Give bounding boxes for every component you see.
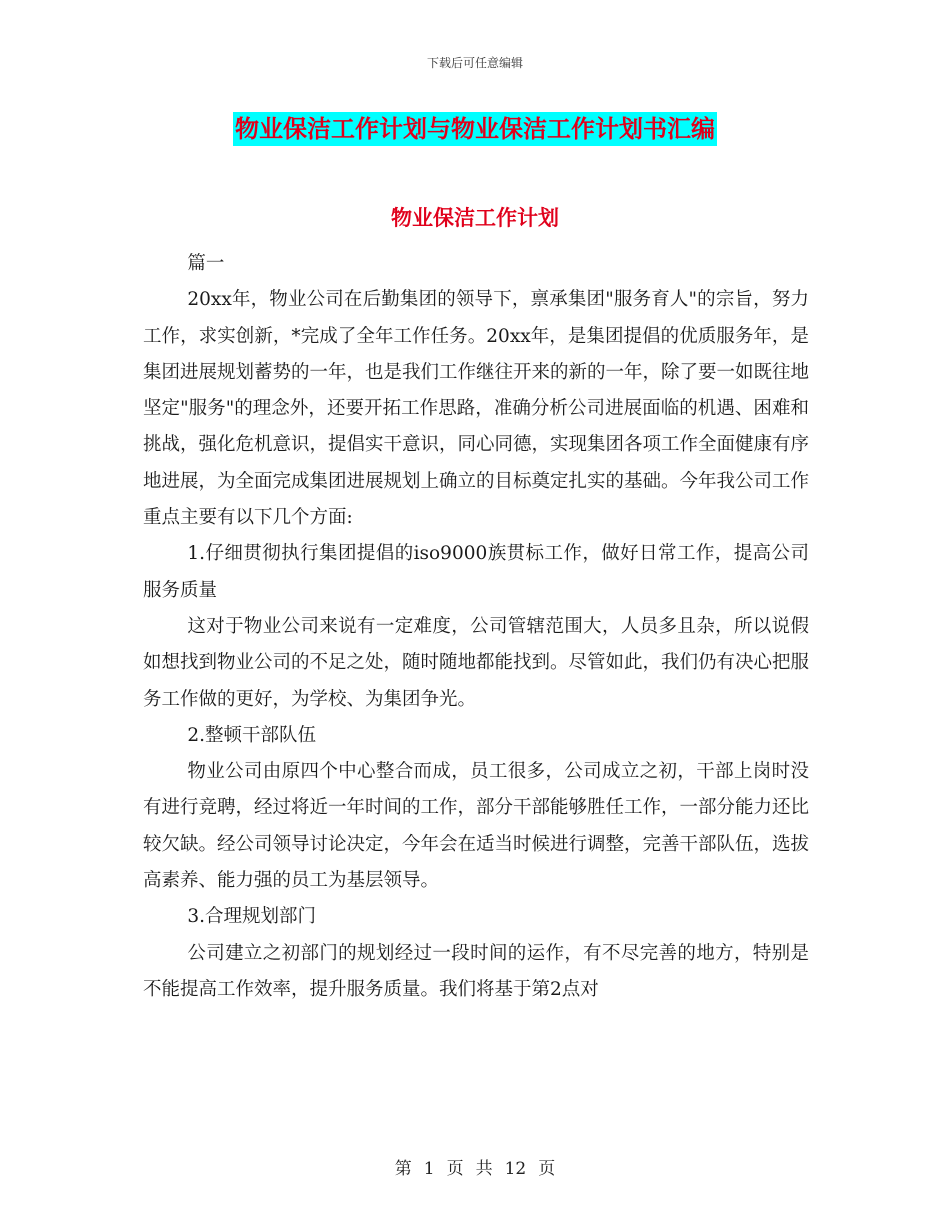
paragraph-item-1-heading: 1.仔细贯彻执行集团提倡的iso9000族贯标工作，做好日常工作，提高公司服务质量	[143, 543, 809, 601]
paragraph-item-2-heading: 2.整顿干部队伍	[187, 724, 317, 746]
main-title-wrap	[0, 112, 950, 146]
paragraph-item-3-heading: 3.合理规划部门	[187, 906, 317, 928]
page-unit: 页	[446, 1159, 464, 1179]
total-unit: 页	[538, 1159, 556, 1179]
page-footer	[0, 1154, 950, 1179]
document-body	[143, 246, 809, 1008]
header-note: 下载后可任意编辑	[426, 56, 523, 70]
paragraph-item-2-body: 物业公司由原四个中心整合而成，员工很多，公司成立之初，干部上岗时没有进行竞聘，经过将近一年时间的工作，部分干部能够胜任工作，一部分能力还比较欠缺。经公司领导讨论决定，今年会在适当时候进行调整，完善干部队伍，选拔高素养、能力强的员工为基层领导。	[143, 761, 810, 892]
paragraph-item-3-body: 公司建立之初部门的规划经过一段时间的运作，有不尽完善的地方，特别是不能提高工作效率，提升服务质量。我们将基于第2点对	[143, 942, 809, 1000]
paragraph-part-label: 篇一	[187, 253, 225, 274]
paragraph-item-1-body: 这对于物业公司来说有一定难度，公司管辖范围大，人员多且杂，所以说假如想找到物业公司的不足之处，随时随地都能找到。尽管如此，我们仍有决心把服务工作做的更好，为学校、为集团争光。	[143, 615, 810, 710]
page-label: 第	[394, 1159, 412, 1179]
page-current: 1	[423, 1159, 435, 1179]
paragraph-intro: 20xx年，物业公司在后勤集团的领导下，禀承集团"服务育人"的宗旨，努力工作，求实创新，*完成了全年工作任务。20xx年，是集团提倡的优质服务年，是集团进展规划蓄势的一年，也是我们工作继往开来的新的一年，除了要一如既往地坚定"服务"的理念外，还要开拓工作思路，准确分析公司进展面临的机遇、困难和挑战，强化危机意识，提倡实干意识，同心同德，实现集团各项工作全面健康有序地进展，为全面完成集团进展规划上确立的目标奠定扎实的基础。今年我公司工作重点主要有以下几个方面:	[143, 289, 810, 529]
total-label: 共	[475, 1159, 493, 1179]
section-title: 物业保洁工作计划	[391, 206, 559, 230]
page-total: 12	[504, 1159, 527, 1179]
document-title: 物业保洁工作计划与物业保洁工作计划书汇编	[233, 112, 717, 146]
